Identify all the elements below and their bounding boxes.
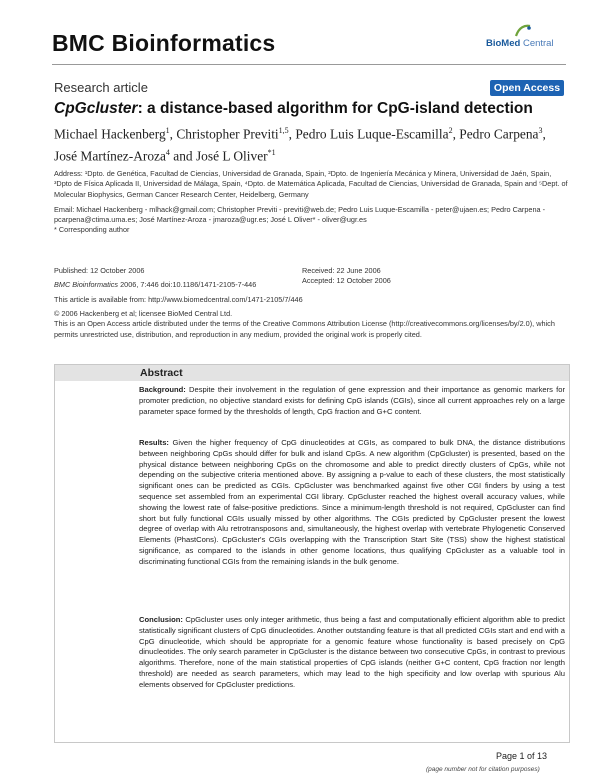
copyright-line: © 2006 Hackenberg et al; licensee BioMed Central Ltd. [54,309,233,318]
citation: BMC Bioinformatics 2006, 7:446 doi:10.1186/1471-2105-7-446 [54,280,257,290]
abstract-conclusion: Conclusion: CpGcluster uses only integer arithmetic, thus being a fast and computationally efficient algorithm able to predict statistically significant clusters of CpG dinucleotides. Another outstanding feature is that all predicted CGIs start and end with a CpG dinucleotide, which should be appropriate for a genomic feature whose functionality is based precisely on CpG dinucleotides. The only search parameter in CpGcluster is the distance between two consecutive CpGs, in contrast to previous algorithms. Therefore, none of the main statistical properties of CpG islands (neither G+C content, CpG fraction nor length threshold) are needed as search parameters, which may lead to the high specificity and low overlap with spurious Alu elements observed for CpGcluster predictions. [139,615,565,689]
author-affiliation-marker: 1 [165,126,170,135]
article-title: CpGcluster: a distance-based algorithm for CpG-island detection [54,100,533,117]
page-number-note: (page number not for citation purposes) [426,766,540,773]
journal-title: BMC Bioinformatics [52,30,276,56]
author-affiliation-marker: 2 [448,126,453,135]
copyright-block [54,309,568,340]
author-name: José L Oliver [195,148,268,164]
article-type: Research article [54,80,148,95]
author-affiliation-marker: *1 [267,148,276,158]
abstract-heading: Abstract [140,367,183,379]
author-list: Michael Hackenberg$^1$, Christopher Previti$^{1,5}$, Pedro Luis Luque-Escamilla$^2$, Pedro Carpena$^3$, José Martínez-Aroza$^4$ and José L Oliver$^{*1}$ [54,126,546,164]
author-name: Pedro Carpena [459,126,539,142]
author-name: Pedro Luis Luque-Escamilla [295,126,449,142]
received-date: Received: 22 June 2006 [302,266,381,275]
abstract-box [54,364,570,743]
author-affiliation-marker: 4 [165,148,170,158]
author-name: José Martínez-Aroza [54,148,166,164]
author-emails: Email: Michael Hackenberg - mlhack@gmail.com; Christopher Previti - previti@web.de; Pedro Luis Luque-Escamilla - peter@ujaen.es; Pedro Carpena - pcarpena@ctima.uma.es; José Martínez-Aroza - jmaroza@ugr.es; José L Oliver* - oliver@ugr.es [54,205,546,225]
open-access-badge: Open Access [490,80,564,96]
page-number: Page 1 of 13 [496,751,548,761]
logo-text: BioMed Central [486,38,554,49]
logo-swoosh-icon [514,24,532,38]
availability-link[interactable]: This article is available from: http://www.biomedcentral.com/1471-2105/7/446 [54,295,303,304]
accepted-date: Accepted: 12 October 2006 [302,276,391,286]
abstract-header-bar [55,365,569,381]
author-affiliation-marker: 1,5 [278,126,289,135]
author-name: Michael Hackenberg [54,126,166,142]
author-name: Christopher Previti [176,126,279,142]
biomed-central-logo [486,24,566,54]
author-addresses: Address: ¹Dpto. de Genética, Facultad de Ciencias, Universidad de Granada, Spain, ²Dpto. de Ingeniería Mecánica y Minera, Universidad de Jaén, Spain, ³Dpto de Física Aplicada II, Universidad de Málaga, Spain, ⁴Dpto. de Matemática Aplicada, Facultad de Ciencias, Universidad de Granada, Spain and ⁵Dept. of Molecular Biophysics, German Cancer Research Center, Heidelberg, Germany [54,169,568,199]
author-affiliation-marker: 3 [538,126,543,135]
abstract-results: Results: Given the higher frequency of CpG dinucleotides at CGIs, as compared to bulk DNA, the distance distributions between neighboring CpGs should differ for bulk and island CpGs. A new algorithm (CpGcluster) is presented, based on the physical distance between neighboring CpGs on the chromosome and able to predict directly clusters of CpGs, while not depending on the subjective criteria mentioned above. By assigning a p-value to each of these clusters, the most statistically significant ones can be predicted as CGIs. CpGcluster was benchmarked against five other CGI finders by using a test sequence set assembled from an experimental CGI library. CpGcluster reached the highest overall accuracy values, while showing the lowest rate of false-positive predictions. Since a minimum-length threshold is not required, CpGcluster can find short but fully functional CGIs usually missed by other algorithms. The CGIs predicted by CpGcluster present the lowest degree of overlap with Alu retrotransposons and, simultaneously, the highest overlap with vertebrate Phylogenetic Conserved Elements (PhastCons). CpGcluster's CGIs overlapping with the Transcription Start Site (TSS) show the highest statistical significance, as compared to the islands in other genome locations, thus qualifying CpGcluster as a valuable tool in discriminating functional CGIs from the remaining islands in the bulk genome. [139,438,565,566]
license-text: This is an Open Access article distributed under the terms of the Creative Commons Attribution License (http://creativecommons.org/licenses/by/2.0), which permits unrestricted use, distribution, and reproduction in any medium, provided the original work is properly cited. [54,319,555,339]
header-divider [52,64,566,65]
corresponding-author-note: * Corresponding author [54,225,130,234]
abstract-background: Background: Despite their involvement in the regulation of gene expression and their importance as genomic markers for promoter prediction, no objective standard exists for defining CpG islands (CGIs), since all current approaches rely on a large parameter space formed by the thresholds of length, CpG fraction and G+C content. [139,385,565,416]
received-accepted [302,266,552,287]
publication-info [54,266,294,291]
published-date: Published: 12 October 2006 [54,266,145,275]
